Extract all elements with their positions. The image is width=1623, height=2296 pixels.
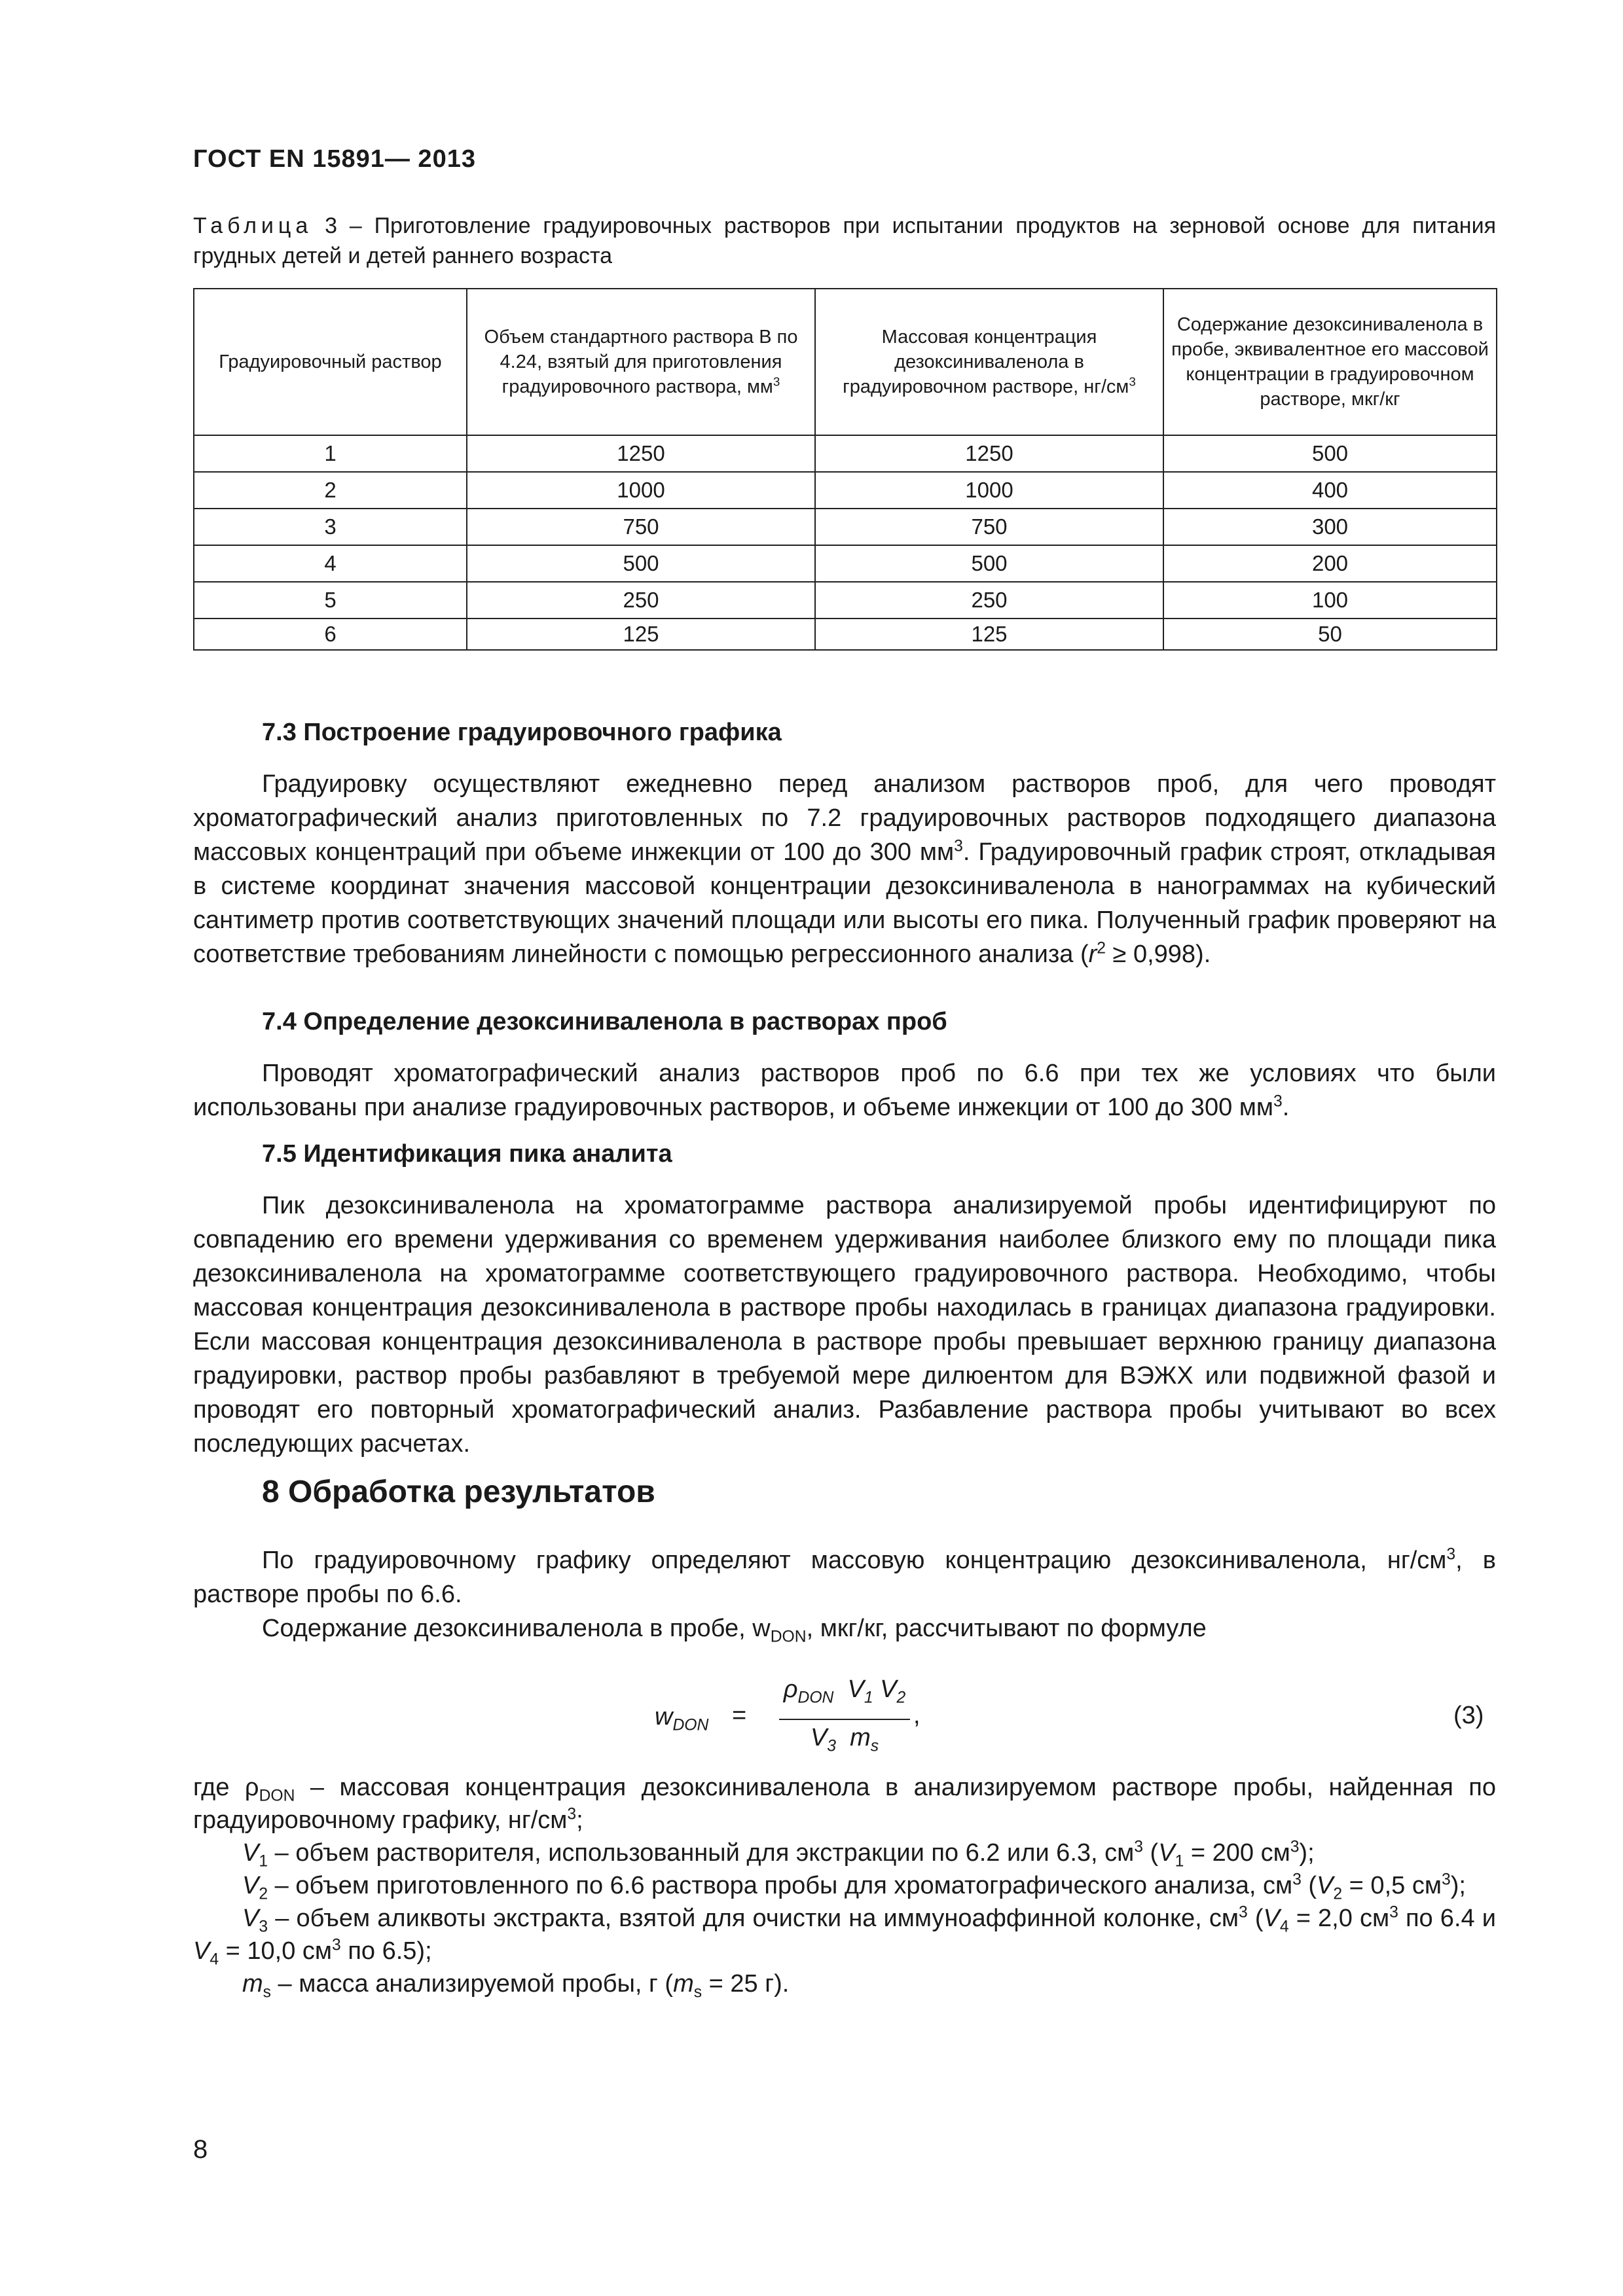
table-caption-text: 3 – Приготовление градуировочных растворов при испытании продуктов на зерновой основе для питания грудных детей и детей раннего возраста bbox=[193, 213, 1496, 268]
formula-definitions bbox=[193, 1771, 1496, 2000]
header-cell-solution: Градуировочный раствор bbox=[194, 289, 467, 435]
formula-denominator: $V_3$ $m_s$ bbox=[810, 1724, 879, 1755]
section-8-body bbox=[193, 1543, 1496, 1645]
definition-ms: $m_s$ – масса анализируемой пробы, г ($m_s = 25$ г). bbox=[242, 1970, 790, 2001]
table-cell: 3 bbox=[194, 509, 467, 545]
table-row bbox=[194, 619, 1497, 650]
table-cell: 200 bbox=[1163, 545, 1497, 582]
table-row bbox=[194, 582, 1497, 619]
formula-comma: , bbox=[913, 1702, 921, 1729]
table-cell: 125 bbox=[467, 619, 815, 650]
table-cell: 400 bbox=[1163, 472, 1497, 509]
section-7-5-body bbox=[193, 1189, 1496, 1461]
header-cell-volume: Объем стандартного раствора В по 4.24, взятый для приготовления градуировочного раствора, $мм^3$ bbox=[467, 289, 815, 435]
header-cell-content: Содержание дезоксиниваленола в пробе, эквивалентное его массовой концентрации в градуировочном растворе, мкг/кг bbox=[1163, 289, 1497, 435]
paragraph: Градуировку осуществляют ежедневно перед анализом растворов проб, для чего проводят хроматографический анализ приготовленных по 7.2 градуировочных растворов подходящего диапазона массовых концентраций при объеме инжекции от 100 до 300 $мм^3$. Градуировочный график строят, откладывая в системе координат значения массовой концентрации дезоксиниваленола в нанограммах на кубический сантиметр против соответствующих значений площади или высоты его пика. Полученный график проверяют на соответствие требованиям линейности с помощью регрессионного анализа $(r^2 \ge 0,998)$. bbox=[193, 770, 1496, 968]
table-cell: 4 bbox=[194, 545, 467, 582]
table-cell: 500 bbox=[467, 545, 815, 582]
table-caption bbox=[193, 211, 1496, 271]
table-cell: 1000 bbox=[815, 472, 1163, 509]
definition-v2: $V_2$ – объем приготовленного по 6.6 раствора пробы для хроматографического анализа, $см^3$ ($V_2 = 0,5$ $см^3$); bbox=[242, 1871, 1466, 1903]
table-cell: 1000 bbox=[467, 472, 815, 509]
formula-fraction-bar bbox=[779, 1719, 910, 1720]
formula-3 bbox=[655, 1676, 982, 1767]
section-8-heading: 8 Обработка результатов bbox=[262, 1475, 655, 1509]
table-cell: 5 bbox=[194, 582, 467, 619]
section-7-4-heading: 7.4 Определение дезоксиниваленола в растворах проб bbox=[262, 1008, 947, 1035]
table-cell: 2 bbox=[194, 472, 467, 509]
table-row bbox=[194, 545, 1497, 582]
definition-rho: где $\rho_{DON}$ – массовая концентрация дезоксиниваленола в анализируемом растворе пробы, найденная по градуировочному графику, $нг/см^3$; bbox=[193, 1774, 1496, 1834]
formula-lhs: $w_{DON}$ bbox=[655, 1703, 709, 1734]
header-cell-concentration: Массовая концентрация дезоксиниваленола в градуировочном растворе, $нг/см^3$ bbox=[815, 289, 1163, 435]
table-row bbox=[194, 509, 1497, 545]
table-cell: 1250 bbox=[815, 435, 1163, 472]
document-header: ГОСТ EN 15891— 2013 bbox=[193, 145, 476, 173]
table-cell: 1250 bbox=[467, 435, 815, 472]
formula-numerator: $\rho_{DON}$ $V_1$ $V_2$ bbox=[783, 1676, 906, 1707]
table-cell: 500 bbox=[815, 545, 1163, 582]
section-7-3-body bbox=[193, 767, 1496, 971]
table-header-row bbox=[194, 289, 1497, 435]
paragraph: По градуировочному графику определяют массовую концентрацию дезоксиниваленола, $нг/см^3$, в растворе пробы по 6.6. bbox=[193, 1545, 1496, 1608]
calibration-table bbox=[193, 288, 1497, 651]
page-number: 8 bbox=[193, 2135, 208, 2164]
section-7-4-body bbox=[193, 1056, 1496, 1124]
table-row bbox=[194, 472, 1497, 509]
table-cell: 100 bbox=[1163, 582, 1497, 619]
table-cell: 750 bbox=[467, 509, 815, 545]
paragraph: Содержание дезоксиниваленола в пробе, $w_{DON}$, мкг/кг, рассчитывают по формуле bbox=[262, 1615, 1207, 1646]
table-cell: 6 bbox=[194, 619, 467, 650]
table-cell: 125 bbox=[815, 619, 1163, 650]
table-caption-word: Таблица bbox=[193, 213, 313, 238]
table-cell: 250 bbox=[467, 582, 815, 619]
table-cell: 250 bbox=[815, 582, 1163, 619]
table-cell: 50 bbox=[1163, 619, 1497, 650]
table-cell: 300 bbox=[1163, 509, 1497, 545]
table-row bbox=[194, 435, 1497, 472]
formula-number: (3) bbox=[1453, 1702, 1484, 1729]
definition-v1: $V_1$ – объем растворителя, использованный для экстракции по 6.2 или 6.3, $см^3$ ($V_1 = 200$ $см^3$); bbox=[242, 1838, 1315, 1871]
section-7-3-heading: 7.3 Построение градуировочного графика bbox=[262, 719, 782, 746]
definition-v3: $V_3$ – объем аликвоты экстракта, взятой для очистки на иммуноаффинной колонке, $см^3$ ($V_4 = 2,0$ $см^3$ по 6.4 и $V_4 = 10,0$ $см^3$ по 6.5); bbox=[193, 1903, 1496, 1969]
paragraph: Проводят хроматографический анализ растворов проб по 6.6 при тех же условиях что были использованы при анализе градуировочных растворов, и объеме инжекции от 100 до 300 $мм^3$. bbox=[193, 1060, 1496, 1121]
paragraph: Пик дезоксиниваленола на хроматограмме раствора анализируемой пробы идентифицируют по совпадению его времени удерживания со временем удерживания наиболее близкого ему по площади пика дезоксиниваленола на хроматограмме соответствующего градуировочного раствора. Необходимо, чтобы массовая концентрация дезоксиниваленола в растворе пробы находилась в границах диапазона градуировки. Если массовая концентрация дезоксиниваленола в растворе пробы превышает верхнюю границу диапазона градуировки, раствор пробы разбавляют в требуемой мере дилюентом для ВЭЖХ или подвижной фазой и проводят его повторный хроматографический анализ. Разбавление раствора пробы учитывают во всех последующих расчетах. bbox=[193, 1192, 1496, 1458]
table-cell: 750 bbox=[815, 509, 1163, 545]
table-cell: 1 bbox=[194, 435, 467, 472]
formula-equals: = bbox=[732, 1702, 747, 1729]
section-7-5-heading: 7.5 Идентификация пика аналита bbox=[262, 1140, 672, 1168]
table-cell: 500 bbox=[1163, 435, 1497, 472]
